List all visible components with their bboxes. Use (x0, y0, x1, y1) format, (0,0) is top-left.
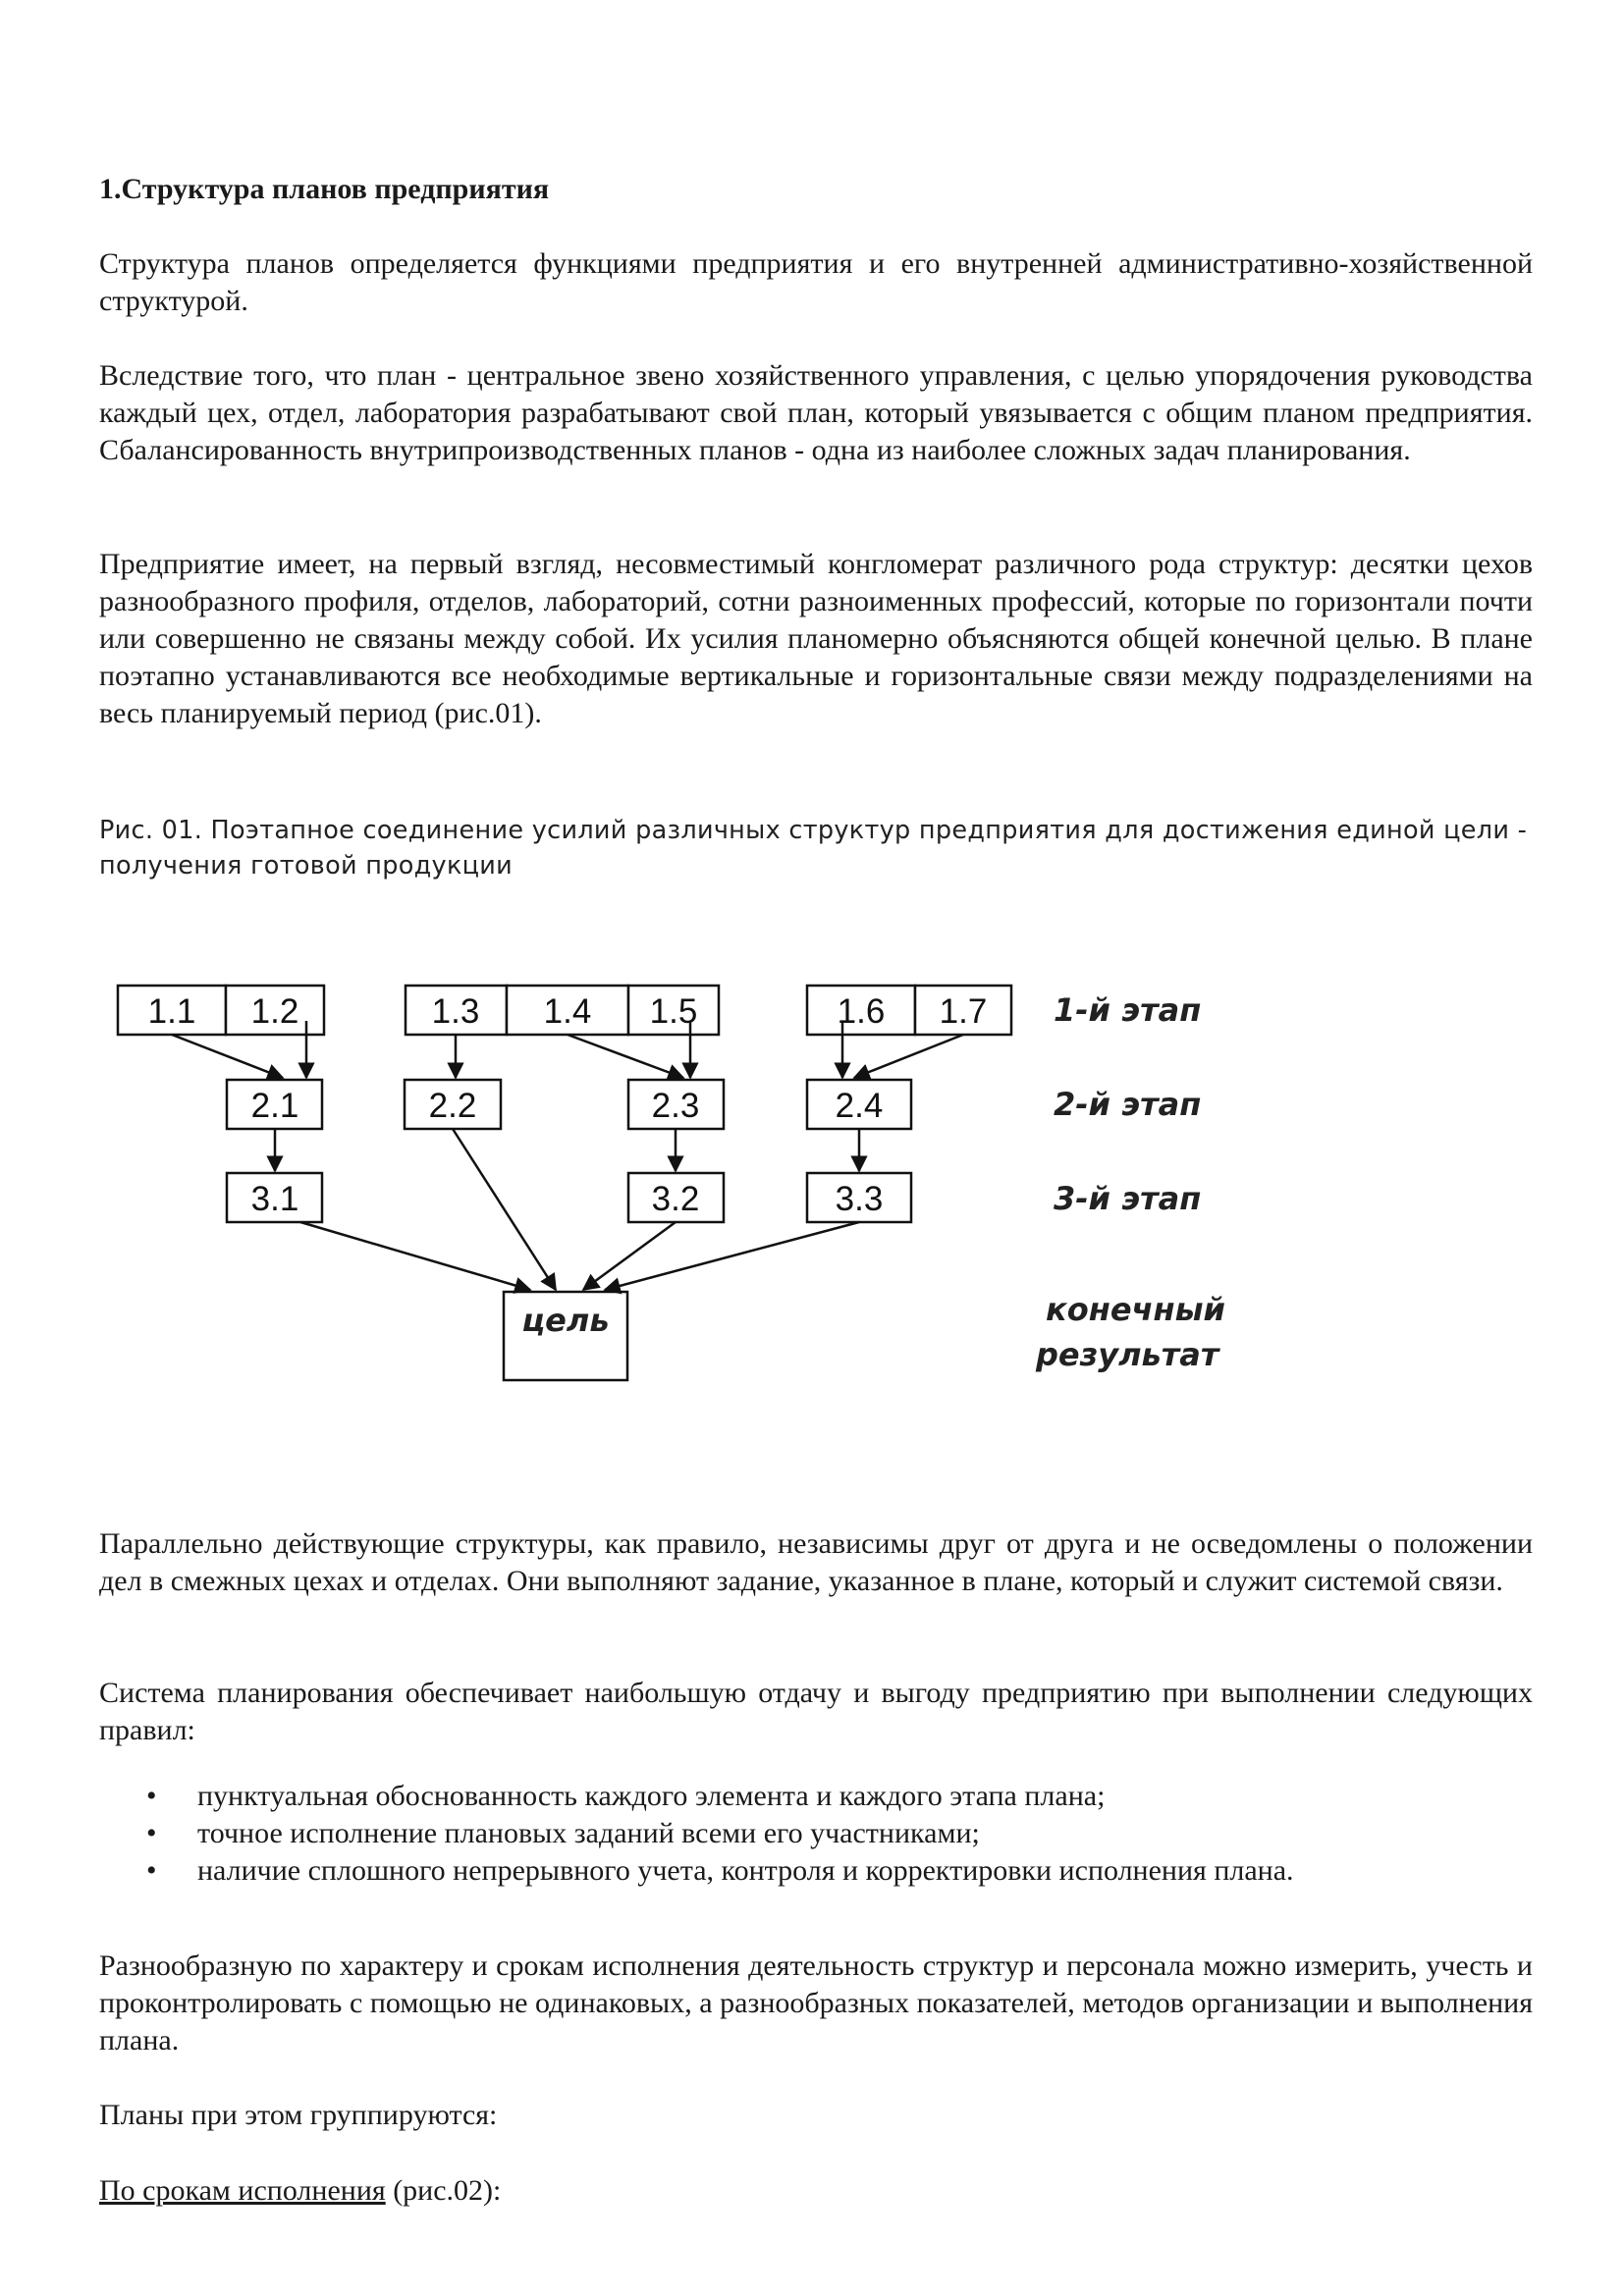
stage1-group-c (807, 986, 1011, 1035)
arrow-3-3-to-goal (605, 1222, 859, 1290)
stage1-group-a (118, 986, 324, 1035)
bullet-icon: • (146, 1854, 157, 1887)
stage-label-2: 2-й этап (1054, 1086, 1202, 1123)
arrow-1-7-to-2-4 (854, 1035, 963, 1078)
rules-list (99, 1778, 1533, 1890)
stage-label-3: 3-й этап (1054, 1180, 1202, 1217)
paragraph-7: Планы при этом группируются: (99, 2099, 498, 2131)
label-1-1: 1.1 (147, 992, 196, 1031)
label-1-3: 1.3 (431, 992, 480, 1031)
paragraph-2: Вследствие того, что план - центральное звено хозяйственного управления, с целью упорядочения руководства каждый цех, отдел, лаборатория разрабатывают свой план, который увязывается с общим планом предприятия. Сбалансированность внутрипроизводственных планов - одна из наиболее сложных задач планирования. (99, 359, 1533, 466)
list-item (99, 1852, 1533, 1890)
result-label-line2: результат (1036, 1336, 1219, 1373)
paragraph-1: Структура планов определяется функциями предприятия и его внутренней административно-хозяйственной структурой. (99, 247, 1533, 317)
goal-label: цель (521, 1302, 610, 1339)
list-item-text: точное исполнение плановых заданий всеми его участниками; (197, 1817, 980, 1849)
label-3-1: 3.1 (250, 1180, 299, 1218)
bullet-icon: • (146, 1817, 157, 1849)
paragraph-6: Разнообразную по характеру и срокам исполнения деятельность структур и персонала можно измерить, учесть и проконтролировать с помощью не одинаковых, а разнообразных показателей, методов организации и выполнения плана. (99, 1949, 1533, 2056)
label-3-3: 3.3 (835, 1180, 884, 1218)
list-item (99, 1778, 1533, 1815)
stage-label-1: 1-й этап (1054, 991, 1202, 1029)
label-1-2: 1.2 (250, 992, 299, 1031)
stage1-group-b (406, 986, 719, 1035)
label-1-5: 1.5 (649, 992, 698, 1031)
list-item-text: пунктуальная обоснованность каждого элемента и каждого этапа плана; (197, 1780, 1106, 1812)
label-2-4: 2.4 (835, 1087, 884, 1125)
label-2-3: 2.3 (651, 1087, 700, 1125)
label-3-2: 3.2 (651, 1180, 700, 1218)
result-label-line1: конечный (1046, 1291, 1225, 1328)
label-1-4: 1.4 (543, 992, 592, 1031)
list-item (99, 1815, 1533, 1852)
arrow-2-2-to-goal (453, 1129, 556, 1290)
label-2-2: 2.2 (428, 1087, 477, 1125)
label-1-6: 1.6 (837, 992, 886, 1031)
label-1-7: 1.7 (939, 992, 988, 1031)
list-item-text: наличие сплошного непрерывного учета, контроля и корректировки исполнения плана. (197, 1854, 1294, 1887)
timeline-link[interactable]: По срокам исполнения (99, 2174, 386, 2207)
bullet-icon: • (146, 1780, 157, 1812)
closing-line (99, 2172, 1533, 2210)
paragraph-3: Предприятие имеет, на первый взгляд, несовместимый конгломерат различного рода структур: десятки цехов разнообразного профиля, отделов, лабораторий, сотни разноименных профессий, которые по горизонтали почти или совершенно не связаны между собой. Их усилия планомерно объясняются общей конечной целью. В плане поэтапно устанавливаются все необходимые вертикальные и горизонтальные связи между подразделениями на весь планируемый период (рис.01). (99, 548, 1533, 729)
arrow-3-2-to-goal (583, 1222, 676, 1290)
paragraph-5: Система планирования обеспечивает наибольшую отдачу и выгоду предприятию при выполнении следующих правил: (99, 1677, 1533, 1746)
label-2-1: 2.1 (250, 1087, 299, 1125)
arrow-1-4-to-2-3 (568, 1035, 683, 1078)
arrow-3-1-to-goal (300, 1222, 530, 1290)
figure-reference: (рис.02): (385, 2174, 502, 2207)
section-heading: 1.Структура планов предприятия (99, 173, 550, 205)
paragraph-4: Параллельно действующие структуры, как правило, независимы друг от друга и не осведомлены о положении дел в смежных цехах и отделах. Они выполняют задание, указанное в плане, который и служит системой связи. (99, 1527, 1533, 1597)
figure-caption: Рис. 01. Поэтапное соединение усилий различных структур предприятия для достижения единой цели - получения готовой продукции (99, 816, 1528, 881)
stages-diagram (98, 972, 1257, 1404)
arrow-1-1-to-2-1 (172, 1035, 283, 1078)
